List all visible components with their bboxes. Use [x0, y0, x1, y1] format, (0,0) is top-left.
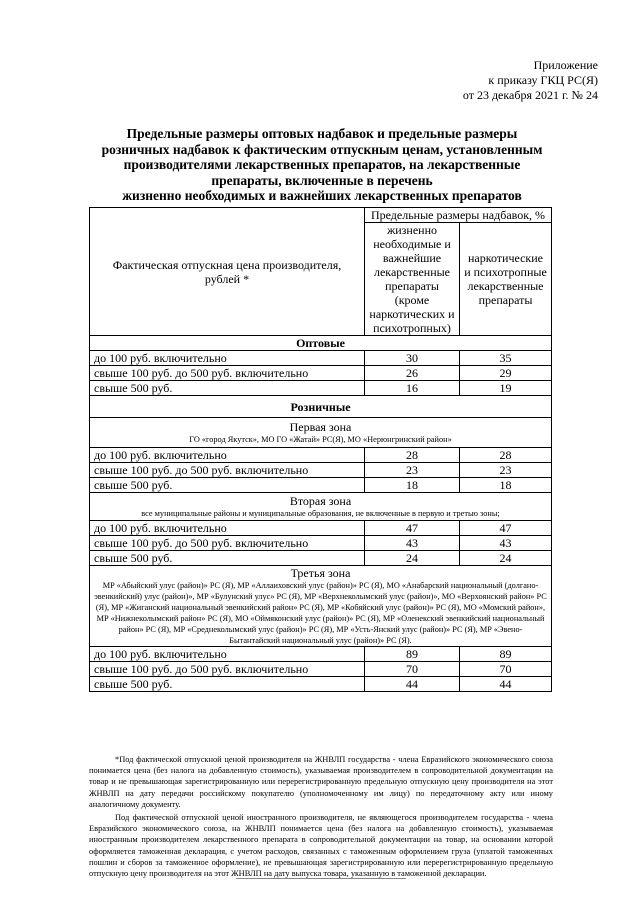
table-row	[90, 463, 552, 478]
row-narcotic: 23	[460, 463, 552, 478]
row-narcotic: 29	[460, 366, 552, 381]
table-row	[90, 551, 552, 566]
row-vital: 26	[365, 366, 460, 381]
row-vital: 18	[365, 478, 460, 493]
table-row	[90, 536, 552, 551]
zone-2-header	[90, 493, 552, 521]
row-label: до 100 руб. включительно	[90, 521, 365, 536]
appendix-line-2: к приказу ГКЦ РС(Я)	[488, 73, 598, 87]
row-narcotic: 24	[460, 551, 552, 566]
row-narcotic: 35	[460, 351, 552, 366]
appendix-line-1: Приложение	[533, 58, 598, 72]
row-label: свыше 500 руб.	[90, 551, 365, 566]
row-label: свыше 500 руб.	[90, 381, 365, 396]
row-label: свыше 100 руб. до 500 руб. включительно	[90, 366, 365, 381]
row-vital: 44	[365, 677, 460, 692]
appendix-header	[463, 58, 598, 103]
table-row	[90, 478, 552, 493]
header-group-cell: Предельные размеры надбавок, %	[365, 208, 552, 223]
row-vital: 24	[365, 551, 460, 566]
row-vital: 70	[365, 662, 460, 677]
table-row	[90, 366, 552, 381]
row-narcotic: 19	[460, 381, 552, 396]
footnote-2: Под фактической отпускной ценой иностранного производителя, не являющегося производителем государства - члена Евразийского экономического союза, на ЖНВЛП понимается цена (без налога на добавленную стоимость), указываемая иностранным производителем лекарственного препарата в сопроводительной документации на товар, на основании которой оформляется таможенная декларация, с учетом расходов, связанных с таможенным оформлением груза (уплатой таможенных пошлин и сборов за таможенное оформление), не превышающая зарегистрированную или перерегистрированную предельную отпускную цену производителя на этот ЖНВЛП на дату выпуска товара, указанную в таможенной декларации.	[89, 813, 553, 879]
title-line-5: жизненно необходимых и важнейших лекарственных препаратов	[122, 188, 522, 204]
appendix-line-3: от 23 декабря 2021 г. № 24	[462, 88, 598, 102]
row-narcotic: 43	[460, 536, 552, 551]
row-label: свыше 100 руб. до 500 руб. включительно	[90, 662, 365, 677]
row-label: свыше 100 руб. до 500 руб. включительно	[90, 536, 365, 551]
table-row	[90, 381, 552, 396]
footer-divider	[236, 878, 406, 879]
row-label: до 100 руб. включительно	[90, 448, 365, 463]
row-narcotic: 44	[460, 677, 552, 692]
zone-1-desc: ГО «город Якутск», МО ГО «Жатай» РС(Я), МО «Нерюнгринский район»	[189, 435, 452, 444]
zone-1-name: Первая зона	[289, 420, 352, 434]
row-vital: 23	[365, 463, 460, 478]
row-label: свыше 500 руб.	[90, 677, 365, 692]
section-wholesale: Оптовые	[90, 336, 552, 351]
row-vital: 89	[365, 647, 460, 662]
row-narcotic: 47	[460, 521, 552, 536]
footnote-1: *Под фактической отпускной ценой производителя на ЖНВЛП государства - члена Евразийского экономического союза понимается цена (без налога на добавленную стоимость), указываемая производителем в сопроводительной документации на товар и не превышающая зарегистрированную или перерегистрированную предельную отпускную цену производителя на этот ЖНВЛП на дату передачи российскому покупателю (уполномоченному им лицу) по передаточному акту или иному аналогичному документу.	[89, 755, 553, 809]
row-vital: 30	[365, 351, 460, 366]
title-line-1: Предельные размеры оптовых надбавок и предельные размеры	[126, 126, 518, 141]
row-narcotic: 18	[460, 478, 552, 493]
row-label: до 100 руб. включительно	[90, 647, 365, 662]
table-row	[90, 647, 552, 662]
header-vital-cell: жизненно необходимые и важнейшие лекарственные препараты (кроме наркотических и психотропных)	[365, 223, 460, 336]
zone-1-header	[90, 418, 552, 448]
zone-2-name: Вторая зона	[289, 494, 352, 508]
row-label: свыше 100 руб. до 500 руб. включительно	[90, 463, 365, 478]
section-retail: Розничные	[90, 396, 552, 418]
zone-3-header	[90, 566, 552, 647]
title-line-3: производителями лекарственных препаратов, на лекарственные	[123, 157, 521, 173]
document-title	[92, 126, 552, 204]
title-line-4: препараты, включенные в перечень	[211, 172, 433, 188]
row-vital: 43	[365, 536, 460, 551]
table-row	[90, 351, 552, 366]
table-row	[90, 448, 552, 463]
table-row	[90, 662, 552, 677]
header-price-cell: Фактическая отпускная цена производителя, рублей *	[90, 208, 365, 336]
title-line-2: розничных надбавок к фактическим отпускным ценам, установленным	[101, 141, 543, 157]
row-vital: 28	[365, 448, 460, 463]
footnotes	[89, 754, 553, 881]
zone-3-name: Третья зона	[290, 566, 351, 580]
row-label: свыше 500 руб.	[90, 478, 365, 493]
row-narcotic: 28	[460, 448, 552, 463]
header-narcotic-cell: наркотические и психотропные лекарственные препараты	[460, 223, 552, 336]
row-narcotic: 70	[460, 662, 552, 677]
zone-3-desc: МР «Абыйский улус (район)» РС (Я), МР «Аллаиховский улус (район)» РС (Я), МО «Анабарский национальный (долгано-эвенкийский) улус (район)», МР «Булунский улус» РС (Я), МР «Верхнеколымский улус (район)», МО «Верхоянский район» РС (Я), МР «Жиганский национальный эвенкийский район» РС (Я), МР «Кобяйский улус (район)» РС (Я), МО «Момский район», МР «Нижнеколымский район» РС (Я), МО «Оймяконский улус (район)» РС (Я), МР «Оленекский эвенкийский национальный район» РС (Я), МР «Среднеколымский улус (район)» РС (Я), МР «Усть-Янский улус (район)» РС (Я), МР «Эвено-Бытантайский национальный улус (район)» РС (Я).	[94, 581, 547, 645]
row-narcotic: 89	[460, 647, 552, 662]
row-vital: 16	[365, 381, 460, 396]
markup-table	[89, 207, 552, 692]
row-vital: 47	[365, 521, 460, 536]
row-label: до 100 руб. включительно	[90, 351, 365, 366]
table-row	[90, 677, 552, 692]
table-header-row	[90, 208, 552, 223]
zone-2-desc: все муниципальные районы и муниципальные образования, не включенные в первую и третью зоны;	[141, 509, 500, 518]
table-row	[90, 521, 552, 536]
